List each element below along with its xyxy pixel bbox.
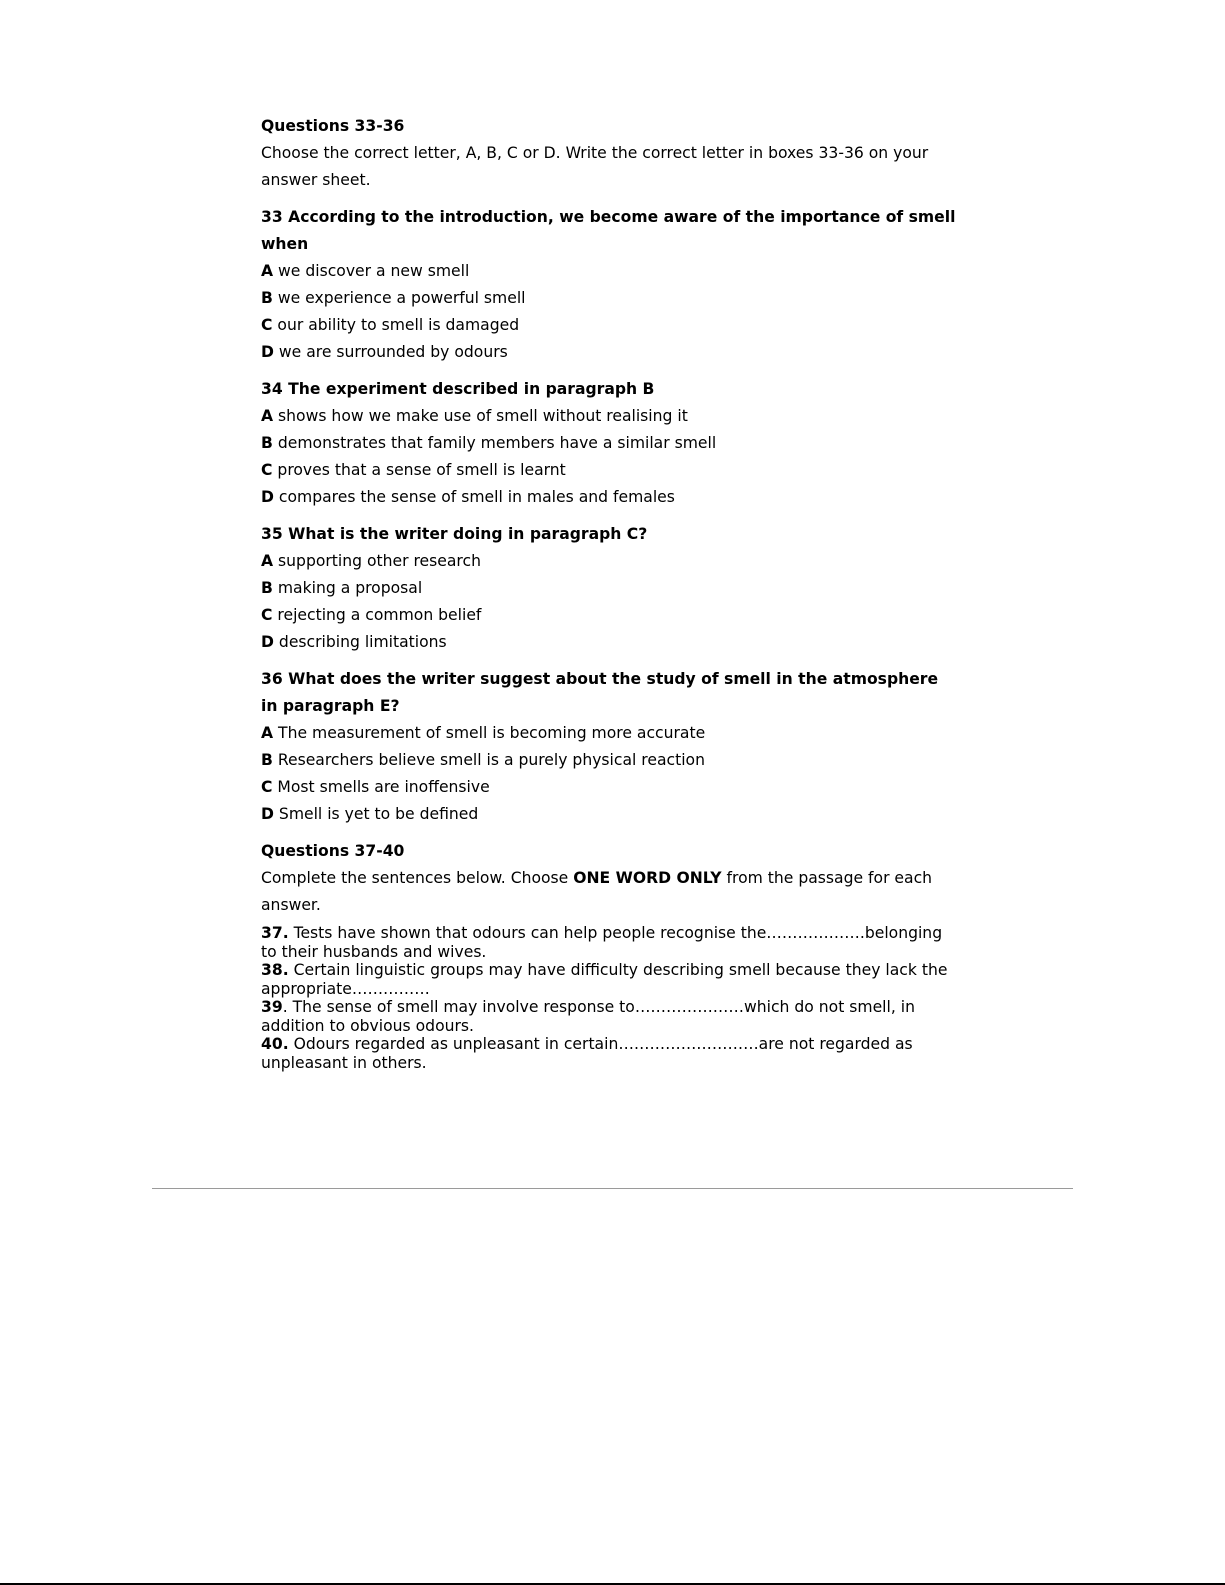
option-letter: B bbox=[261, 751, 273, 769]
option-c bbox=[261, 312, 976, 339]
option-text: we discover a new smell bbox=[278, 262, 470, 280]
instruction-line bbox=[261, 865, 976, 892]
option-letter: B bbox=[261, 289, 273, 307]
sentence-line: addition to obvious odours. bbox=[261, 1016, 474, 1035]
option-letter: B bbox=[261, 579, 273, 597]
option-letter: D bbox=[261, 805, 274, 823]
option-letter: A bbox=[261, 262, 274, 280]
section-instruction-33-36 bbox=[261, 140, 976, 194]
question-text: in paragraph E? bbox=[261, 697, 400, 715]
sentence-number: 39 bbox=[261, 998, 283, 1016]
option-letter: D bbox=[261, 488, 274, 506]
document-body bbox=[261, 113, 976, 1072]
option-text: compares the sense of smell in males and females bbox=[278, 488, 675, 506]
instruction-line: Choose the correct letter, A, B, C or D. Write the correct letter in boxes 33-36 on your bbox=[261, 144, 929, 162]
option-c bbox=[261, 602, 976, 629]
question-35 bbox=[261, 521, 976, 656]
section-heading-33-36: Questions 33-36 bbox=[261, 117, 405, 135]
option-text: supporting other research bbox=[278, 552, 481, 570]
sentence-line bbox=[261, 961, 976, 980]
option-text: Smell is yet to be defined bbox=[278, 805, 479, 823]
sentence-39 bbox=[261, 998, 976, 1035]
section-instruction-37-40 bbox=[261, 865, 976, 919]
option-letter: A bbox=[261, 552, 274, 570]
option-d bbox=[261, 339, 976, 366]
option-letter: D bbox=[261, 343, 274, 361]
option-text: we experience a powerful smell bbox=[277, 289, 526, 307]
option-b bbox=[261, 575, 976, 602]
question-36 bbox=[261, 666, 976, 828]
option-text: demonstrates that family members have a similar smell bbox=[277, 434, 717, 452]
section-heading-37-40: Questions 37-40 bbox=[261, 842, 405, 860]
instruction-line: answer. bbox=[261, 896, 321, 914]
question-text: 34 The experiment described in paragraph B bbox=[261, 380, 655, 398]
option-d bbox=[261, 484, 976, 511]
sentence-number: 38. bbox=[261, 961, 289, 979]
option-text: making a proposal bbox=[277, 579, 423, 597]
question-33 bbox=[261, 204, 976, 366]
option-text: describing limitations bbox=[278, 633, 447, 651]
option-c bbox=[261, 457, 976, 484]
section-37-40 bbox=[261, 838, 976, 1072]
sentence-37 bbox=[261, 924, 976, 961]
sentence-number: 37. bbox=[261, 924, 289, 942]
option-d bbox=[261, 801, 976, 828]
instruction-text: from the passage for each bbox=[721, 869, 933, 887]
sentence-completion-list bbox=[261, 924, 976, 1072]
option-a bbox=[261, 258, 976, 285]
sentence-line bbox=[261, 924, 976, 943]
sentence-number: 40. bbox=[261, 1035, 289, 1053]
sentence-line: to their husbands and wives. bbox=[261, 942, 487, 961]
option-letter: C bbox=[261, 461, 273, 479]
option-text: Researchers believe smell is a purely physical reaction bbox=[277, 751, 705, 769]
option-text: rejecting a common belief bbox=[277, 606, 482, 624]
sentence-line bbox=[261, 998, 976, 1017]
option-a bbox=[261, 403, 976, 430]
sentence-text: . The sense of smell may involve response to…………………which do not smell, in bbox=[282, 998, 915, 1016]
option-b bbox=[261, 747, 976, 774]
instruction-line: answer sheet. bbox=[261, 171, 371, 189]
sentence-40 bbox=[261, 1035, 976, 1072]
question-34 bbox=[261, 376, 976, 511]
option-a bbox=[261, 548, 976, 575]
option-d bbox=[261, 629, 976, 656]
option-text: Most smells are inoffensive bbox=[277, 778, 490, 796]
option-letter: C bbox=[261, 778, 273, 796]
option-letter: C bbox=[261, 606, 273, 624]
sentence-line: appropriate…………… bbox=[261, 979, 430, 998]
option-text: we are surrounded by odours bbox=[278, 343, 508, 361]
option-c bbox=[261, 774, 976, 801]
option-text: shows how we make use of smell without realising it bbox=[278, 407, 688, 425]
option-letter: B bbox=[261, 434, 273, 452]
sentence-text: Tests have shown that odours can help people recognise the……………….belonging bbox=[288, 924, 943, 942]
option-letter: A bbox=[261, 407, 274, 425]
option-b bbox=[261, 430, 976, 457]
option-text: proves that a sense of smell is learnt bbox=[277, 461, 566, 479]
option-text: The measurement of smell is becoming more accurate bbox=[278, 724, 706, 742]
question-text: when bbox=[261, 235, 309, 253]
page-divider bbox=[152, 1188, 1073, 1189]
sentence-text: Odours regarded as unpleasant in certain………………………are not regarded as bbox=[288, 1035, 913, 1053]
sentence-38 bbox=[261, 961, 976, 998]
question-text: 36 What does the writer suggest about the study of smell in the atmosphere bbox=[261, 670, 939, 688]
option-b bbox=[261, 285, 976, 312]
sentence-line bbox=[261, 1035, 976, 1054]
option-letter: D bbox=[261, 633, 274, 651]
option-a bbox=[261, 720, 976, 747]
instruction-text: Complete the sentences below. Choose bbox=[261, 869, 574, 887]
sentence-text: Certain linguistic groups may have difficulty describing smell because they lack the bbox=[288, 961, 948, 979]
instruction-emphasis: ONE WORD ONLY bbox=[573, 869, 722, 887]
option-letter: A bbox=[261, 724, 274, 742]
option-text: our ability to smell is damaged bbox=[277, 316, 520, 334]
option-letter: C bbox=[261, 316, 273, 334]
sentence-line: unpleasant in others. bbox=[261, 1053, 427, 1072]
question-text: 33 According to the introduction, we become aware of the importance of smell bbox=[261, 208, 956, 226]
question-text: 35 What is the writer doing in paragraph C? bbox=[261, 525, 648, 543]
